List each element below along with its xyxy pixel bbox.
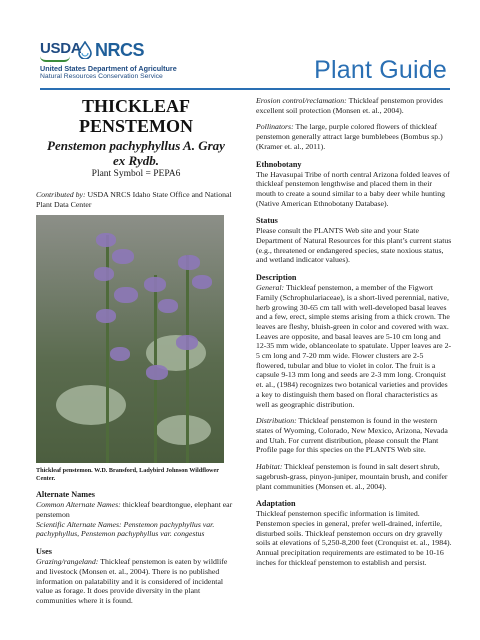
contrib-label: Contributed by: xyxy=(36,190,86,199)
contributed-by xyxy=(36,190,236,209)
status-heading: Status xyxy=(256,216,278,226)
agency-name: Natural Resources Conservation Service xyxy=(40,73,163,80)
plant-symbol: Plant Symbol = PEPA6 xyxy=(91,169,181,179)
status-text: Please consult the PLANTS Web site and your State Department of Natural Resources for this plant’s current status (e.g., threatened or endangered species, state noxious status, and wetland indicator values). xyxy=(256,226,452,265)
common-name-title xyxy=(36,96,236,136)
grazing-label: Grazing/rangeland: xyxy=(36,557,99,567)
habitat-paragraph xyxy=(256,462,452,491)
document-type-title: Plant Guide xyxy=(314,56,447,84)
sci-alt-text: Penstemon pachyphyllus var. pachyphyllus, Penstemon pachyphyllus var. congestus xyxy=(36,519,215,539)
photo-caption: Thickleaf penstemon. W.D. Bransford, Ladybird Johnson Wildflower Center. xyxy=(36,467,219,482)
pollinators-paragraph xyxy=(256,122,452,151)
adaptation-heading: Adaptation xyxy=(256,499,296,509)
title-line-1: THICKLEAF xyxy=(81,96,191,116)
scientific-line-2: ex Rydb. xyxy=(113,153,159,168)
plant-photo xyxy=(36,215,224,463)
general-paragraph xyxy=(256,283,452,409)
contrib-text: USDA NRCS Idaho State Office and National Plant Data Center xyxy=(36,190,232,209)
general-label: General: xyxy=(256,283,285,293)
header-rule xyxy=(40,88,450,90)
distribution-paragraph xyxy=(256,416,452,455)
ethnobotany-heading: Ethnobotany xyxy=(256,159,302,169)
distribution-text: Thickleaf penstemon is found in the western states of Wyoming, Colorado, New Mexico, Arizona, Nevada and Utah. For current distribution, please consult the Plant Profile page for this species on the PLANTS Web site. xyxy=(256,416,448,455)
water-drop-icon xyxy=(78,41,92,59)
pollinators-text: The large, purple colored flowers of thickleaf penstemon generally attract large bumblebees (Bombus sp.) (Kramer et. al., 2011). xyxy=(256,122,443,151)
description-heading: Description xyxy=(256,273,297,283)
sci-alt-label: Scientific Alternate Names: xyxy=(36,519,122,529)
scientific-alternate-names xyxy=(36,520,236,539)
alternate-names-heading: Alternate Names xyxy=(36,490,95,500)
title-line-2: PENSTEMON xyxy=(78,116,193,136)
common-alt-label: Common Alternate Names: xyxy=(36,500,121,510)
pollinators-label: Pollinators: xyxy=(256,122,294,132)
erosion-paragraph xyxy=(256,96,452,115)
page-header xyxy=(0,0,480,92)
adaptation-text: Thickleaf penstemon specific information is limited. Penstemon species in general, prefer well-drained, infertile, disturbed soils. Thickleaf penstemon occurs on dry gravelly soils at elevations of 5,250-8,200 feet (Cronquist et. al., 1984). Annual precipitation requirements are estimated to be 10-16 inches for thickleaf penstemon to establish and persist. xyxy=(256,509,452,567)
ethnobotany-text: The Havasupai Tribe of north central Arizona folded leaves of thickleaf penstemon lengthwise and placed them in their mouth to create a sound similar to a baby deer while hunting (Native American Ethnobotany Database). xyxy=(256,169,450,208)
right-column xyxy=(256,96,452,567)
scientific-line-1: Penstemon pachyphyllus A. Gray xyxy=(47,138,225,153)
grazing-paragraph xyxy=(36,557,236,606)
erosion-text: Thickleaf penstemon provides excellent soil protection (Monsen et. al., 2004). xyxy=(256,96,443,115)
general-text: Thickleaf penstemon, a member of the Figwort Family (Schrophulariaceae), is a short-lived perennial, native, herb growing 30-65 cm tall with well-developed basal leaves and a few, erect, simple stems arising from a thick crown. The leaves are fleshy, bluish-green in color and covered with wax. Leaves are opposite, and basal leaves are 5-10 cm long and 12-35 mm wide, oblanceolate to spatulate. Upper leaves are 2-5 cm long and 7-20 mm wide. Flower clusters are 2-5 flowered, tubular and blue to violet in color. The fruit is a capsule 9-13 mm long and seeds are 2-3 mm long. Cronquist et. al., (1984) recognizes two botanical varieties and provides a key to distinguish them based on floral characteristics as well as geographic distribution. xyxy=(256,283,452,409)
left-column xyxy=(36,96,236,606)
habitat-label: Habitat: xyxy=(256,462,283,472)
erosion-label: Erosion control/reclamation: xyxy=(256,96,347,105)
common-alternate-names xyxy=(36,500,236,519)
distribution-label: Distribution: xyxy=(256,416,297,426)
usda-logo: USDA xyxy=(40,40,82,57)
department-name: United States Department of Agriculture xyxy=(40,64,177,73)
nrcs-logo: NRCS xyxy=(95,40,145,60)
uses-heading: Uses xyxy=(36,547,52,557)
scientific-name xyxy=(36,138,236,168)
usda-swoosh-icon xyxy=(40,56,70,62)
common-alt-text: thickleaf beardtongue, elephant ear penstemon xyxy=(36,500,233,520)
grazing-text: Thickleaf penstemon is eaten by wildlife and livestock (Monsen et. al., 2004). There is no published information on palatability and it is considered of incidental value as forage. It does provide diversity in the plant communities where it is found. xyxy=(36,557,228,605)
habitat-text: Thickleaf penstemon is found in salt desert shrub, sagebrush-grass, pinyon-juniper, mountain brush, and conifer plant communities (Monsen et. al., 2004). xyxy=(256,462,448,491)
